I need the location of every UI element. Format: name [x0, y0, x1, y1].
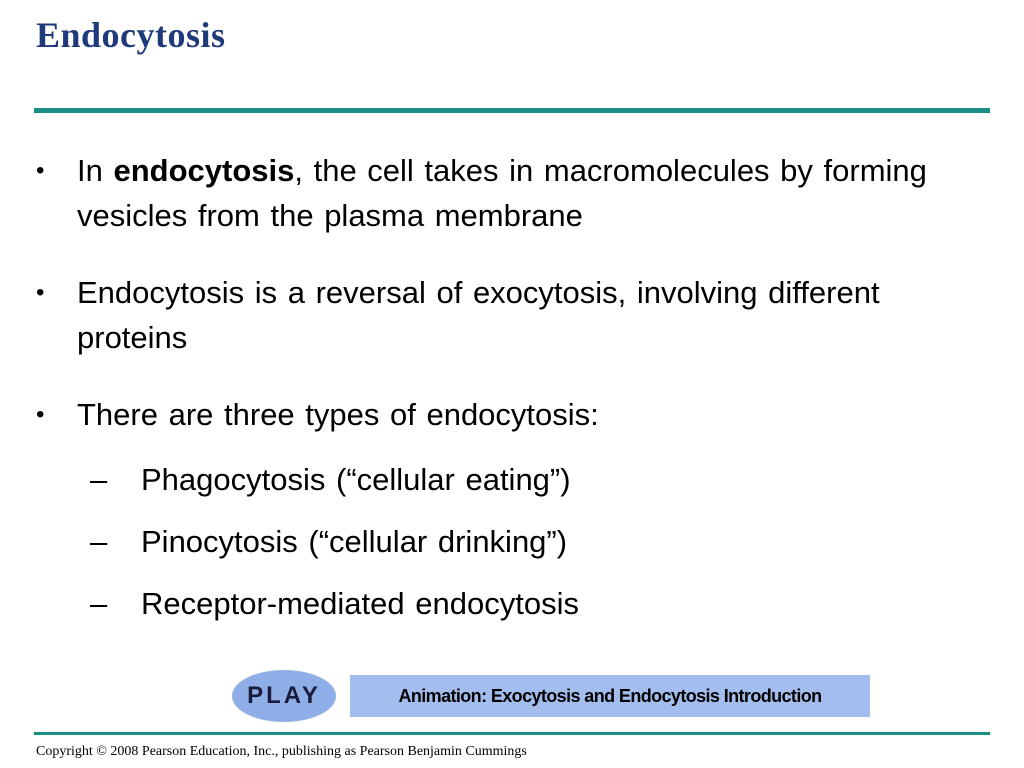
- bullet-text: Endocytosis is a reversal of exocytosis, involving different proteins: [77, 275, 880, 355]
- animation-link[interactable]: [350, 675, 870, 717]
- sub-bullet-receptor-mediated: [36, 581, 976, 626]
- copyright-notice: Copyright © 2008 Pearson Education, Inc., publishing as Pearson Benjamin Cummings: [36, 744, 527, 759]
- sub-bullet-text: Pinocytosis (“cellular drinking”): [141, 524, 568, 559]
- bullet-text: , the cell takes in macromolecules by forming vesicles from the plasma membrane: [77, 153, 927, 233]
- title-divider: [34, 108, 990, 113]
- play-button[interactable]: [232, 670, 336, 722]
- play-button-label: PLAY: [247, 682, 321, 709]
- sub-bullet-text: Receptor-mediated endocytosis: [141, 586, 579, 621]
- bullet-bold-term: endocytosis: [113, 153, 295, 188]
- dash-marker: –: [90, 524, 108, 559]
- bullet-item-1: [36, 148, 976, 238]
- bullet-marker: •: [36, 401, 45, 428]
- sub-bullet-pinocytosis: [36, 519, 976, 564]
- slide-title: Endocytosis: [36, 15, 226, 55]
- bullet-list: [36, 148, 976, 626]
- bullet-marker: •: [36, 157, 45, 184]
- animation-link-label: Animation: Exocytosis and Endocytosis Introduction: [398, 685, 822, 706]
- sub-bullet-phagocytosis: [36, 457, 976, 502]
- bullet-item-2: [36, 270, 976, 360]
- bullet-item-3: [36, 392, 976, 437]
- bullet-text: There are three types of endocytosis:: [77, 397, 599, 432]
- dash-marker: –: [90, 462, 108, 497]
- bullet-marker: •: [36, 279, 45, 306]
- dash-marker: –: [90, 586, 108, 621]
- sub-bullet-text: Phagocytosis (“cellular eating”): [141, 462, 571, 497]
- bullet-text: In: [77, 153, 114, 188]
- footer-divider: [34, 732, 990, 735]
